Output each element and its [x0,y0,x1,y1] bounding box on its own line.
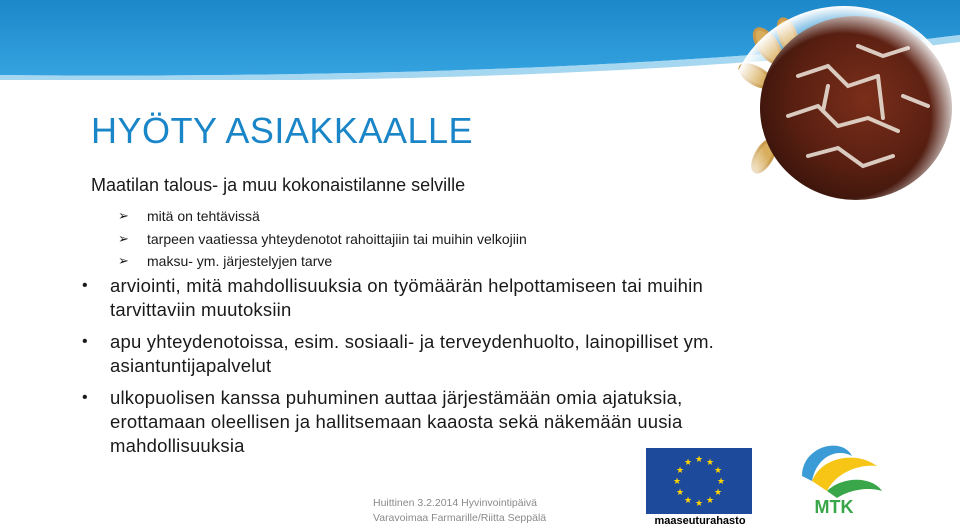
arrow-bullet-icon: ➢ [118,253,129,268]
eu-flag-logo [646,448,752,514]
svg-text:★: ★ [705,496,715,506]
arrow-list [118,205,527,273]
bullet-dot-icon: • [82,333,88,350]
mtk-logo-text: MTK [814,497,854,516]
svg-text:★: ★ [713,488,723,498]
bread-photo-image [728,6,960,226]
bullet-item-text: arviointi, mitä mahdollisuuksia on työmäärän helpottamiseen tai muihin tarvittaviin muutoksiin [110,275,703,320]
svg-text:★: ★ [705,458,715,468]
arrow-bullet-icon: ➢ [118,230,129,246]
svg-text:★: ★ [672,477,682,487]
footer-line-event: Huittinen 3.2.2014 Hyvinvointipäivä [373,497,538,509]
svg-text:★: ★ [683,458,693,468]
arrow-item-text: tarpeen vaatiessa yhteydenotot rahoittajiin tai muihin velkojiin [147,230,527,247]
lead-text: Maatilan talous- ja muu kokonaistilanne selville [91,175,466,195]
bullet-item-text: ulkopuolisen kanssa puhuminen auttaa järjestämään omia ajatuksia, erottamaan oleellisen ja hallitsemaan kaaosta sekä näkemään uusia mahdollisuuksia [110,387,683,456]
bullet-item [80,386,720,458]
bullet-list [80,274,720,466]
footer-line-author: Varavoimaa Farmarille/Riitta Seppälä [373,512,547,524]
arrow-bullet-icon: ➢ [118,208,129,223]
bullet-item [80,274,720,322]
arrow-list-item [118,228,527,251]
arrow-list-item [118,205,527,228]
bullet-item-text: apu yhteydenotoissa, esim. sosiaali- ja terveydenhuolto, lainopilliset ym. asiantuntijapalvelut [110,331,715,376]
svg-text:★: ★ [694,455,704,465]
arrow-list-item [118,250,527,273]
arrow-item-text: maksu- ym. järjestelyjen tarve [147,253,333,269]
bullet-dot-icon: • [82,277,88,294]
slide-title: HYÖTY ASIAKKAALLE [91,110,474,151]
bullet-item [80,330,720,378]
svg-text:★: ★ [694,499,704,509]
footer [373,496,546,526]
svg-text:★: ★ [683,496,693,506]
svg-text:★: ★ [675,466,685,476]
svg-text:★: ★ [716,477,726,487]
bullet-dot-icon: • [82,389,88,406]
svg-text:★: ★ [713,466,723,476]
svg-text:★: ★ [675,488,685,498]
arrow-item-text: mitä on tehtävissä [147,208,260,224]
eu-caption-text: maaseuturahasto [654,515,746,527]
mtk-logo [782,436,886,516]
